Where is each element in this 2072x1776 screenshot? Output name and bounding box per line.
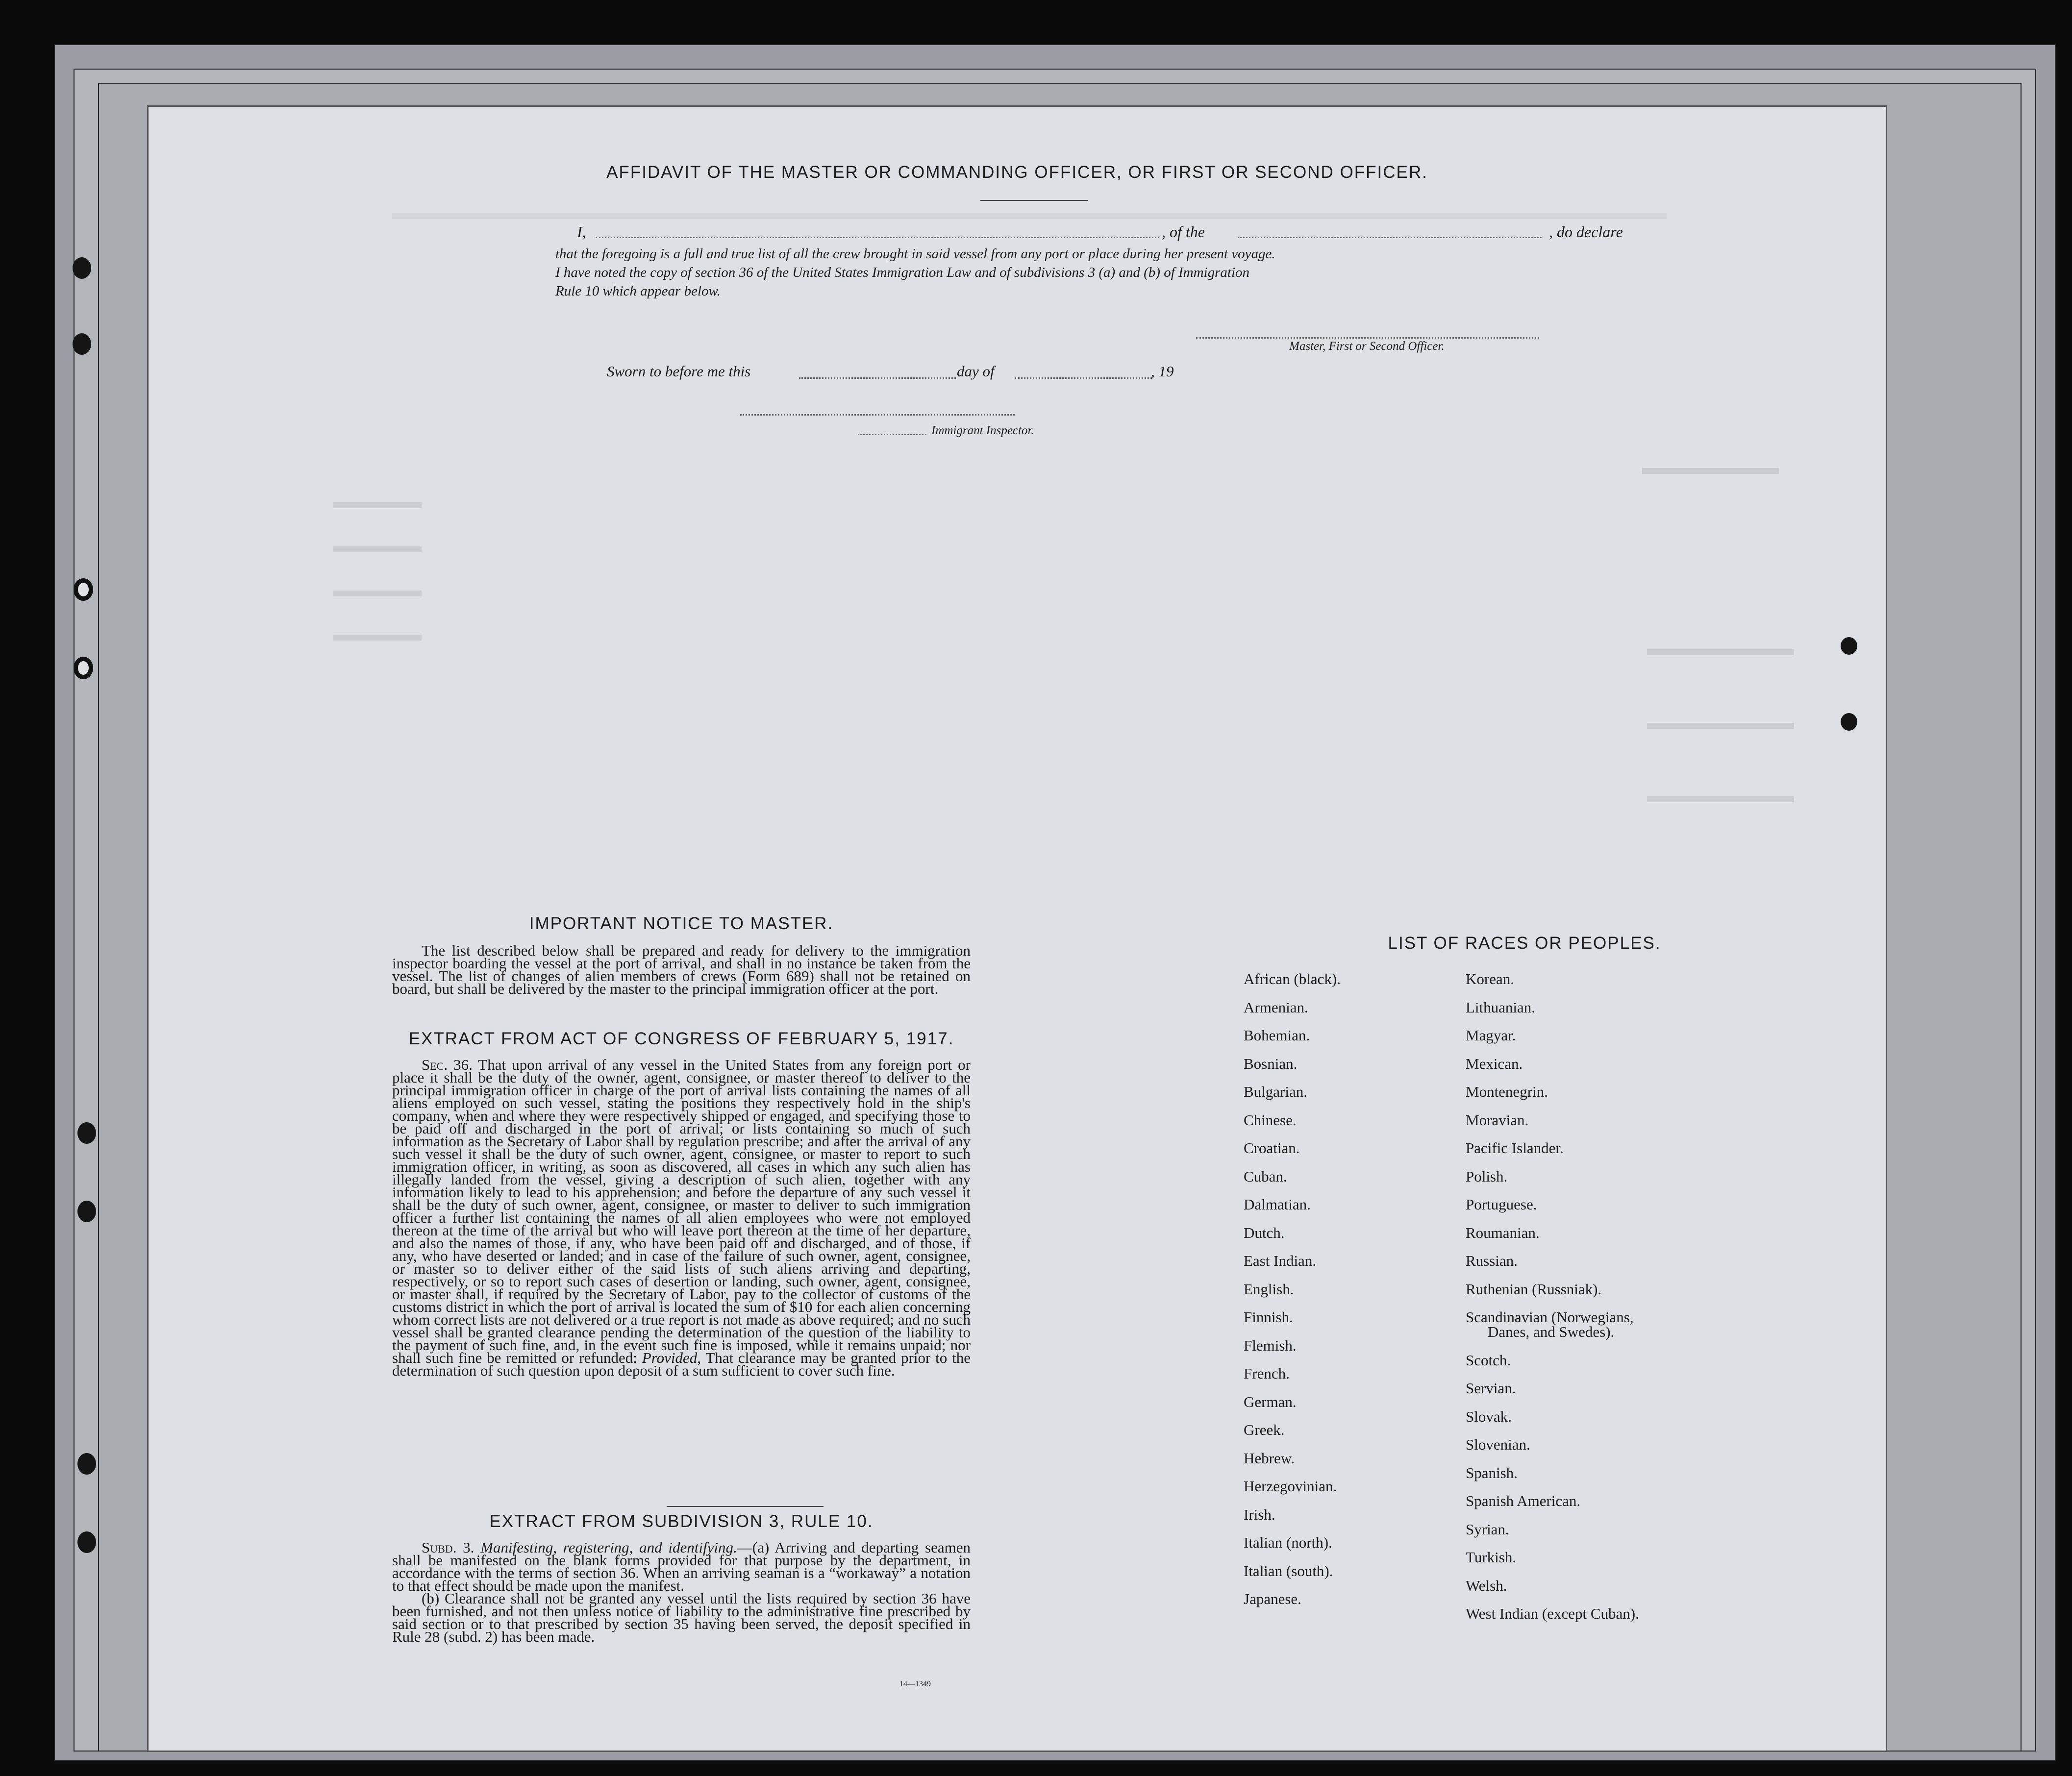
extract-act-body — [392, 1059, 971, 1505]
notice-title: IMPORTANT NOTICE TO MASTER. — [529, 914, 834, 933]
race-item: Finnish. — [1244, 1308, 1293, 1326]
vessel-blank — [1238, 237, 1542, 238]
race-item: Flemish. — [1244, 1336, 1297, 1354]
binder-hole — [77, 1531, 96, 1553]
race-item: Italian (south). — [1244, 1562, 1333, 1579]
race-item: Armenian. — [1244, 998, 1308, 1016]
sec-body-end: That clearance may be granted prior to the determination of such question upon deposit of a sum sufficient to cover such fine. — [392, 1349, 971, 1379]
race-item: Hebrew. — [1244, 1449, 1295, 1467]
race-item: Italian (north). — [1244, 1534, 1332, 1551]
bleed-through — [1642, 468, 1779, 474]
race-item: English. — [1244, 1280, 1294, 1298]
affidavit-title: AFFIDAVIT OF THE MASTER OR COMMANDING OFFICER, OR FIRST OR SECOND OFFICER. — [606, 163, 1428, 182]
inspector-caption: Immigrant Inspector. — [931, 424, 1034, 437]
affidavit-line2: that the foregoing is a full and true list of all the crew brought in said vessel from any port or place during her present voyage. — [555, 246, 1275, 262]
subd-label: Subd. 3. — [422, 1539, 474, 1556]
bleed-through — [333, 635, 422, 641]
race-item: Slovak. — [1466, 1407, 1512, 1425]
race-item: Spanish. — [1466, 1464, 1518, 1481]
race-item: Polish. — [1466, 1167, 1508, 1185]
affidavit-line4: Rule 10 which appear below. — [555, 283, 721, 299]
race-item: Lithuanian. — [1466, 998, 1536, 1016]
bleed-through — [1647, 649, 1794, 655]
race-item: East Indian. — [1244, 1252, 1317, 1269]
race-item: Herzegovinian. — [1244, 1478, 1337, 1495]
race-item: Cuban. — [1244, 1167, 1287, 1185]
sec-label: Sec. 36. — [422, 1059, 473, 1073]
punch-mark — [1841, 637, 1857, 655]
race-item: Syrian. — [1466, 1520, 1509, 1538]
race-item: Mexican. — [1466, 1055, 1523, 1072]
inspector-signature-line-2 — [858, 434, 926, 435]
race-item: Dutch. — [1244, 1224, 1285, 1241]
race-item: Ruthenian (Russniak). — [1466, 1280, 1602, 1298]
punch-mark — [1841, 713, 1857, 731]
race-item: Portuguese. — [1466, 1196, 1537, 1213]
affidavit-line3: I have noted the copy of section 36 of the United States Immigration Law and of subdivisions 3 (a) and (b) of Immigration — [555, 265, 1250, 280]
binder-hole — [77, 1122, 96, 1144]
races-title: LIST OF RACES OR PEOPLES. — [1388, 934, 1661, 953]
affidavit-of-the: , of the — [1162, 223, 1205, 241]
affidavit-i: I, — [577, 223, 586, 241]
race-item: Japanese. — [1244, 1590, 1301, 1607]
bleed-through — [392, 213, 1667, 219]
binder-hole — [77, 1201, 96, 1222]
race-item: Bulgarian. — [1244, 1083, 1307, 1100]
extract-act-title: EXTRACT FROM ACT OF CONGRESS OF FEBRUARY 5, 1917. — [408, 1029, 954, 1048]
race-item: Bosnian. — [1244, 1055, 1298, 1072]
title-rule — [980, 200, 1088, 201]
subd-a-text: —(a) Arriving and departing seamen shall be manifested on the blank forms provided for that purpose by the department, in accordance with the terms of section 36. When an arriving seaman is a “workaway” a notation to that effect should be made upon the manifest. — [392, 1539, 971, 1594]
bleed-through — [333, 502, 422, 508]
master-caption: Master, First or Second Officer. — [1289, 340, 1445, 353]
inspector-signature-line — [740, 414, 1015, 416]
document-page — [147, 105, 1887, 1752]
sec-body: That upon arrival of any vessel in the United States from any foreign port or place it shall be the duty of the owner, agent, consignee, or master thereof to deliver to the principal immigration officer in charge of the port of arrival lists containing the names of all aliens employed on such vessel, stating the positions they respectively hold in the ship's company, when and where they were respectively shipped or engaged, and specifying those to be paid off and discharged in the port of arrival; or lists containing so much of such information as the Secretary of Labor shall by regulation prescribe; and after the arrival of any such vessel it shall be the duty of such owner, agent, consignee, or master to report to such immigration officer, in writing, as soon as discovered, all cases in which any such alien has illegally landed from the vessel, giving a description of such alien, together with any information likely to lead to his apprehension; and before the departure of any such vessel it shall be the duty of such owner, agent, consignee, or master to deliver to such immigration officer a further list containing the names of all alien employees who were not employed thereon at the time of the arrival but who will leave port thereon at the time of her departure, and also the names of those, if any, who have been paid off and discharged, and of those, if any, who have deserted or landed; and in case of the failure of such owner, agent, consignee, or master so to deliver either of the said lists of such aliens arriving and departing, respectively, or so to report such cases of desertion or landing, such owner, agent, consignee, or master shall, if required by the Secretary of Labor, pay to the collector of customs of the customs district in which the port of arrival is located the sum of $10 for each alien concerning whom correct lists are not delivered or a true report is not made as above required; and no such vessel shall be granted clearance pending the determination of the question of the liability to the payment of such fine, and, in the event such fine is imposed, while it remains unpaid; nor shall such fine be remitted or refunded: — [392, 1059, 971, 1366]
provided-word: Provided, — [642, 1349, 701, 1366]
sworn-label: Sworn to before me this — [607, 363, 751, 380]
race-item: Russian. — [1466, 1252, 1518, 1269]
section-rule — [667, 1506, 824, 1507]
month-blank — [1015, 377, 1152, 379]
race-item: Welsh. — [1466, 1577, 1507, 1594]
race-item: Servian. — [1466, 1380, 1516, 1397]
bleed-through — [333, 591, 422, 596]
master-signature-line — [1196, 337, 1539, 339]
race-item: French. — [1244, 1365, 1290, 1382]
race-item: Roumanian. — [1466, 1224, 1540, 1241]
race-item: Korean. — [1466, 970, 1514, 987]
race-item: African (black). — [1244, 970, 1341, 987]
race-item: Croatian. — [1244, 1139, 1300, 1157]
race-item: Montenegrin. — [1466, 1083, 1548, 1100]
race-item: Turkish. — [1466, 1549, 1517, 1566]
name-blank — [596, 237, 1159, 238]
race-item: Irish. — [1244, 1505, 1275, 1523]
race-item: German. — [1244, 1393, 1297, 1410]
race-item: Scandinavian (Norwegians, — [1466, 1308, 1634, 1326]
subd-a — [392, 1541, 971, 1592]
extract-rule-body — [392, 1541, 971, 1643]
binder-hole — [74, 657, 93, 679]
bleed-through — [333, 546, 422, 552]
race-item: Scotch. — [1466, 1351, 1511, 1369]
binder-hole — [73, 257, 91, 279]
subd-b: (b) Clearance shall not be granted any vessel until the lists required by section 36 have been furnished, and not then unless notice of liability to the administrative fine prescribed by said section or to that prescribed by section 35 having been served, the deposit specified in Rule 28 (subd. 2) has been made. — [392, 1590, 971, 1645]
bleed-through — [1647, 796, 1794, 802]
year-label: , 19 — [1151, 363, 1174, 380]
extract-rule-title: EXTRACT FROM SUBDIVISION 3, RULE 10. — [489, 1512, 874, 1531]
race-item: Bohemian. — [1244, 1027, 1310, 1044]
race-item: Spanish American. — [1466, 1492, 1581, 1509]
binder-hole — [73, 333, 91, 355]
race-item: Chinese. — [1244, 1111, 1297, 1129]
binder-hole — [77, 1453, 96, 1475]
race-item: Pacific Islander. — [1466, 1139, 1564, 1157]
binder-hole — [74, 578, 93, 601]
affidavit-declare: , do declare — [1549, 223, 1623, 241]
race-item: Slovenian. — [1466, 1436, 1530, 1453]
notice-body: The list described below shall be prepared and ready for delivery to the immigration inspector boarding the vessel at the port of arrival, and shall in no instance be taken from the vessel. The list of changes of alien members of crews (Form 689) shall not be retained on board, but shall be delivered by the master to the principal immigration officer at the port. — [392, 942, 971, 997]
day-blank — [799, 377, 956, 379]
race-item: Danes, and Swedes). — [1488, 1323, 1615, 1340]
form-number: 14—1349 — [899, 1680, 931, 1688]
race-item: Moravian. — [1466, 1111, 1529, 1129]
race-item: West Indian (except Cuban). — [1466, 1605, 1639, 1622]
bleed-through — [1647, 723, 1794, 729]
subd-heading: Manifesting, registering, and identifying. — [480, 1539, 737, 1556]
day-of-label: day of — [957, 363, 995, 380]
race-item: Greek. — [1244, 1421, 1285, 1438]
race-item: Magyar. — [1466, 1027, 1516, 1044]
race-item: Dalmatian. — [1244, 1196, 1311, 1213]
